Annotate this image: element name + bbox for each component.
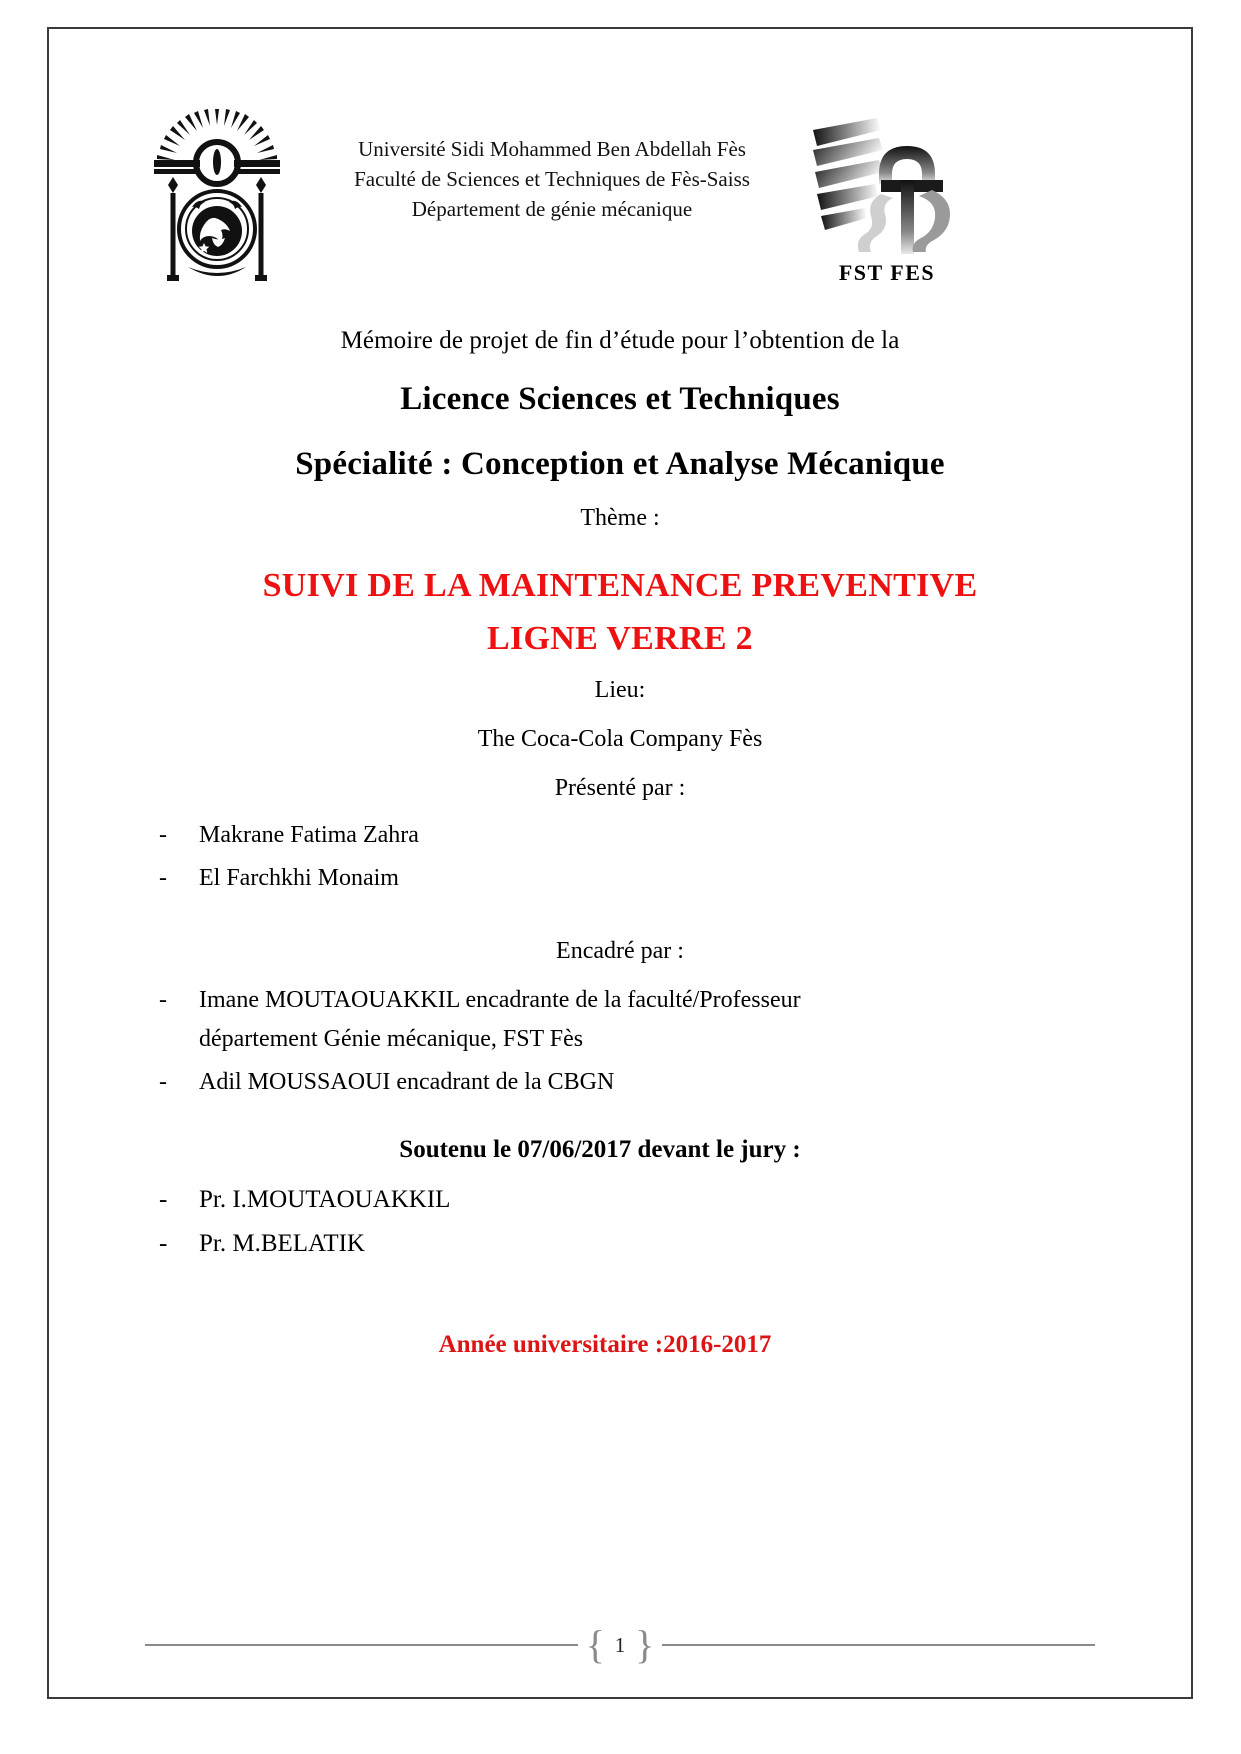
jury-member: Pr. I.MOUTAOUAKKIL <box>199 1185 451 1213</box>
header-institution-text <box>302 135 802 224</box>
supervisors-list <box>47 981 1193 1102</box>
bullet-dash-icon: - <box>159 1230 168 1258</box>
student-name: El Farchkhi Monaim <box>199 865 399 892</box>
brace-right-icon: } <box>635 1622 655 1667</box>
bullet-dash-icon: - <box>159 865 167 892</box>
theme-title-line2: LIGNE VERRE 2 <box>487 619 753 657</box>
list-item <box>47 1063 1193 1102</box>
supervisor-name: Adil MOUSSAOUI encadrant de la CBGN <box>199 1068 615 1095</box>
memoire-line: Mémoire de projet de fin d’étude pour l’obtention de la <box>340 327 900 354</box>
place-value: The Coca-Cola Company Fès <box>477 726 763 753</box>
list-item <box>47 1180 1193 1221</box>
bullet-dash-icon: - <box>159 1185 168 1213</box>
theme-label: Thème : <box>580 505 660 531</box>
students-list <box>47 816 1193 898</box>
bullet-dash-icon: - <box>159 822 167 849</box>
faculty-name: Faculté de Sciences et Techniques de Fès-Saiss <box>354 166 750 191</box>
theme-title-line1: SUIVI DE LA MAINTENANCE PREVENTIVE <box>262 567 978 604</box>
footer-rule-left <box>145 1644 578 1646</box>
jury-member: Pr. M.BELATIK <box>199 1230 365 1258</box>
fst-fes-logo-caption: FST FES <box>838 260 936 285</box>
academic-year: Année universitaire :2016-2017 <box>438 1330 772 1358</box>
list-item <box>47 981 1193 1059</box>
list-item <box>47 859 1193 898</box>
place-label: Lieu: <box>594 677 646 704</box>
page-content <box>47 27 1193 1699</box>
fst-fes-logo <box>807 112 967 287</box>
specialty-title: Spécialité : Conception et Analyse Mécanique <box>295 446 945 482</box>
defense-line: Soutenu le 07/06/2017 devant le jury : <box>399 1135 801 1163</box>
page-footer <box>47 1621 1193 1667</box>
page-number-group <box>578 1622 662 1667</box>
footer-rule-right <box>662 1644 1095 1646</box>
page-header <box>47 107 1193 297</box>
list-item <box>47 1224 1193 1265</box>
student-name: Makrane Fatima Zahra <box>199 822 419 849</box>
university-name: Université Sidi Mohammed Ben Abdellah Fès <box>358 137 746 161</box>
supervised-by-label: Encadré par : <box>556 938 684 965</box>
jury-list <box>47 1180 1193 1265</box>
bullet-dash-icon: - <box>159 1068 167 1095</box>
page-number: 1 <box>614 1632 626 1657</box>
bullet-dash-icon: - <box>159 987 167 1014</box>
cover-main-content <box>47 327 1193 1359</box>
list-item <box>47 816 1193 855</box>
brace-left-icon: { <box>585 1622 605 1667</box>
presented-by-label: Présenté par : <box>554 775 686 802</box>
degree-title: Licence Sciences et Techniques <box>400 381 840 417</box>
university-seal-logo <box>142 107 292 297</box>
supervisor-affiliation: département Génie mécanique, FST Fès <box>199 1026 584 1052</box>
theme-title <box>47 560 1193 665</box>
supervisor-name: Imane MOUTAOUAKKIL encadrante de la faculté/Professeur <box>199 987 801 1014</box>
department-name: Département de génie mécanique <box>411 196 693 221</box>
